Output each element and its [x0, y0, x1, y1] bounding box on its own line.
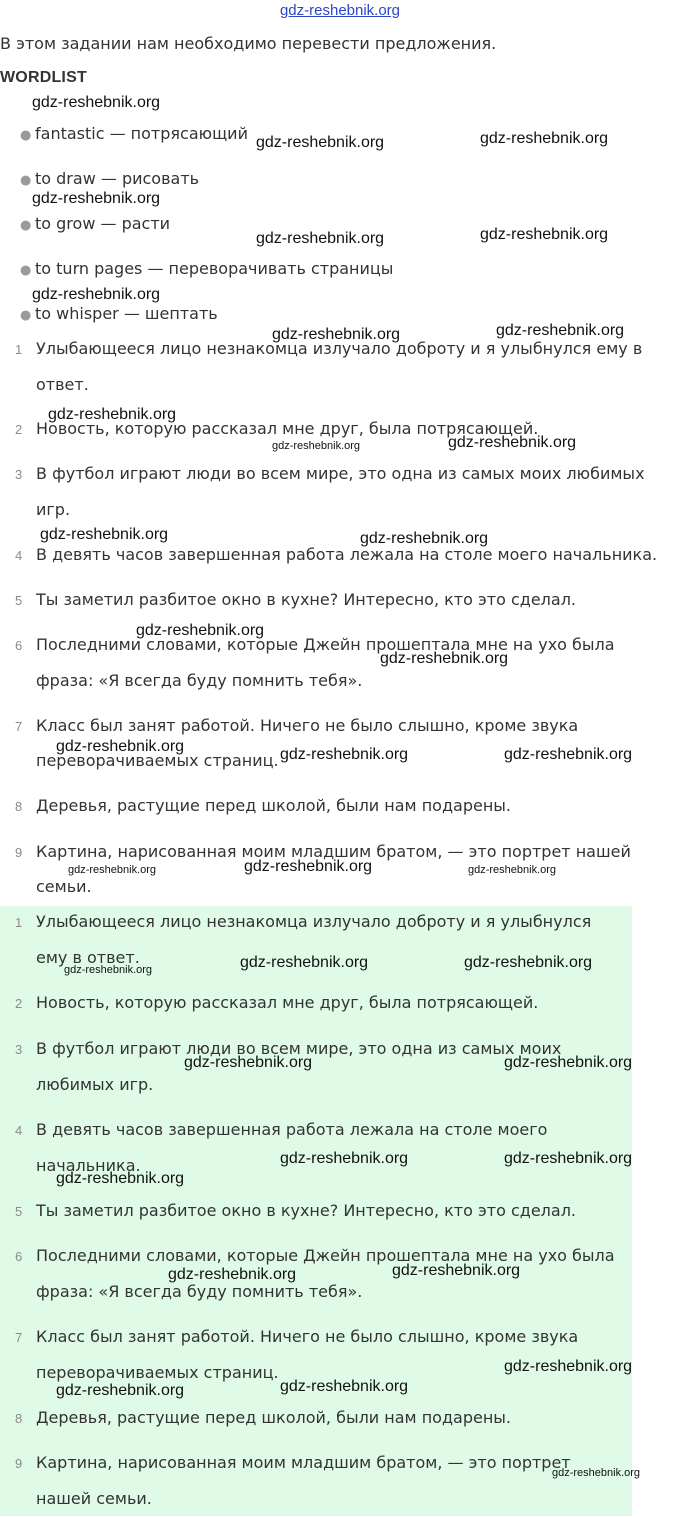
sentence-number: 8 — [15, 799, 23, 814]
watermark: gdz-reshebnik.org — [280, 1150, 409, 1167]
site-header-link[interactable]: gdz-reshebnik.org — [279, 2, 401, 19]
watermark: gdz-reshebnik.org — [56, 1170, 185, 1187]
wordlist-item: ● to draw — рисовать — [20, 169, 200, 188]
sentence-text: В девять часов завершенная работа лежала на столе моего начальника. — [36, 1120, 548, 1175]
sentence-text: Новость, которую рассказал мне друг, была потрясающей. — [36, 993, 539, 1012]
watermark: gdz-reshebnik.org — [256, 230, 385, 247]
sentence-number: 7 — [15, 1330, 23, 1345]
sentence-text: Деревья, растущие перед школой, были нам подарены. — [36, 1408, 512, 1427]
bullet-icon: ● — [20, 128, 32, 143]
wordlist-title: WORDLIST — [0, 69, 87, 86]
watermark: gdz-reshebnik.org — [504, 1150, 633, 1167]
sentence-text: В девять часов завершенная работа лежала на столе моего начальника. — [36, 545, 658, 564]
wordlist-item: ● to grow — расти — [20, 214, 171, 233]
sentence-text: Картина, нарисованная моим младшим братом, — это портрет нашей семьи. — [36, 842, 631, 896]
watermark: gdz-reshebnik.org — [380, 650, 509, 667]
sentence-text: В футбол играют люди во всем мире, это одна из самых моих любимых игр. — [36, 464, 645, 519]
sentence-number: 5 — [15, 593, 23, 608]
watermark: gdz-reshebnik.org — [40, 526, 169, 543]
watermark: gdz-reshebnik.org — [360, 530, 489, 547]
sentence-number: 4 — [15, 1123, 23, 1138]
sentence-text: Последними словами, которые Джейн прошептала мне на ухо была фраза: «Я всегда буду помнить тебя». — [36, 1246, 615, 1301]
bullet-icon: ● — [20, 308, 32, 323]
sentence-text: В футбол играют люди во всем мире, это одна из самых моих любимых игр. — [36, 1039, 562, 1094]
sentence-text: Новость, которую рассказал мне друг, была потрясающей. — [36, 419, 539, 438]
watermark: gdz-reshebnik.org — [504, 746, 633, 763]
sentence-text: Ты заметил разбитое окно в кухне? Интересно, кто это сделал. — [36, 590, 577, 609]
sentence-number: 9 — [15, 845, 23, 860]
watermark: gdz-reshebnik.org — [496, 322, 625, 339]
watermark: gdz-reshebnik.org — [136, 622, 265, 639]
sentence-number: 7 — [15, 719, 23, 734]
sentence-text: Класс был занят работой. Ничего не было слышно, кроме звука переворачиваемых страниц. — [36, 1327, 579, 1382]
watermark: gdz-reshebnik.org — [256, 134, 385, 151]
wordlist-item: ● to turn pages — переворачивать страницы — [20, 259, 394, 278]
watermark: gdz-reshebnik.org — [68, 864, 157, 876]
watermark: gdz-reshebnik.org — [48, 406, 177, 423]
watermark: gdz-reshebnik.org — [464, 954, 593, 971]
watermark: gdz-reshebnik.org — [480, 226, 609, 243]
watermark: gdz-reshebnik.org — [504, 1054, 633, 1071]
bullet-icon: ● — [20, 218, 32, 233]
watermark: gdz-reshebnik.org — [448, 434, 577, 451]
sentence-number: 6 — [15, 638, 23, 653]
watermark: gdz-reshebnik.org — [64, 964, 153, 976]
watermark: gdz-reshebnik.org — [32, 190, 161, 207]
sentence-text: Деревья, растущие перед школой, были нам подарены. — [36, 796, 512, 815]
watermark: gdz-reshebnik.org — [240, 954, 369, 971]
watermark: gdz-reshebnik.org — [56, 738, 185, 755]
wordlist-item: ● to whisper — шептать — [20, 304, 218, 323]
sentence-text: Ты заметил разбитое окно в кухне? Интересно, кто это сделал. — [36, 1201, 577, 1220]
sentence-number: 8 — [15, 1411, 23, 1426]
sentence-number: 6 — [15, 1249, 23, 1264]
bullet-icon: ● — [20, 173, 32, 188]
watermark: gdz-reshebnik.org — [244, 858, 373, 875]
watermark: gdz-reshebnik.org — [468, 864, 557, 876]
watermark: gdz-reshebnik.org — [184, 1054, 313, 1071]
watermark: gdz-reshebnik.org — [392, 1262, 521, 1279]
watermark: gdz-reshebnik.org — [280, 746, 409, 763]
watermark: gdz-reshebnik.org — [480, 130, 609, 147]
watermark: gdz-reshebnik.org — [32, 94, 161, 111]
sentence-text: Улыбающееся лицо незнакомца излучало доброту и я улыбнулся ему в ответ. — [36, 912, 592, 967]
intro-text: В этом задании нам необходимо перевести предложения. — [0, 34, 497, 53]
sentence-text: Картина, нарисованная моим младшим братом, — это портрет нашей семьи. — [36, 1453, 571, 1508]
sentence-text: Класс был занят работой. Ничего не было слышно, кроме звука переворачиваемых страниц. — [36, 716, 579, 770]
bullet-icon: ● — [20, 263, 32, 278]
sentence-text: Последними словами, которые Джейн прошептала мне на ухо была фраза: «Я всегда буду помнить тебя». — [36, 635, 615, 690]
sentence-number: 2 — [15, 996, 23, 1011]
watermark: gdz-reshebnik.org — [552, 1467, 641, 1479]
watermark: gdz-reshebnik.org — [32, 286, 161, 303]
watermark: gdz-reshebnik.org — [272, 440, 361, 452]
watermark: gdz-reshebnik.org — [168, 1266, 297, 1283]
sentence-number: 4 — [15, 548, 23, 563]
sentence-number: 2 — [15, 422, 23, 437]
sentence-number: 9 — [15, 1456, 23, 1471]
watermark: gdz-reshebnik.org — [504, 1358, 633, 1375]
watermark: gdz-reshebnik.org — [280, 1378, 409, 1395]
watermark: gdz-reshebnik.org — [272, 326, 401, 343]
sentence-number: 1 — [15, 915, 23, 930]
wordlist-item: ● fantastic — потрясающий — [20, 124, 248, 143]
watermark: gdz-reshebnik.org — [56, 1382, 185, 1399]
sentence-number: 3 — [15, 467, 23, 482]
sentence-number: 1 — [15, 342, 23, 357]
sentence-number: 3 — [15, 1042, 23, 1057]
sentence-text: Улыбающееся лицо незнакомца излучало доброту и я улыбнулся ему в ответ. — [36, 339, 643, 394]
sentence-number: 5 — [15, 1204, 23, 1219]
